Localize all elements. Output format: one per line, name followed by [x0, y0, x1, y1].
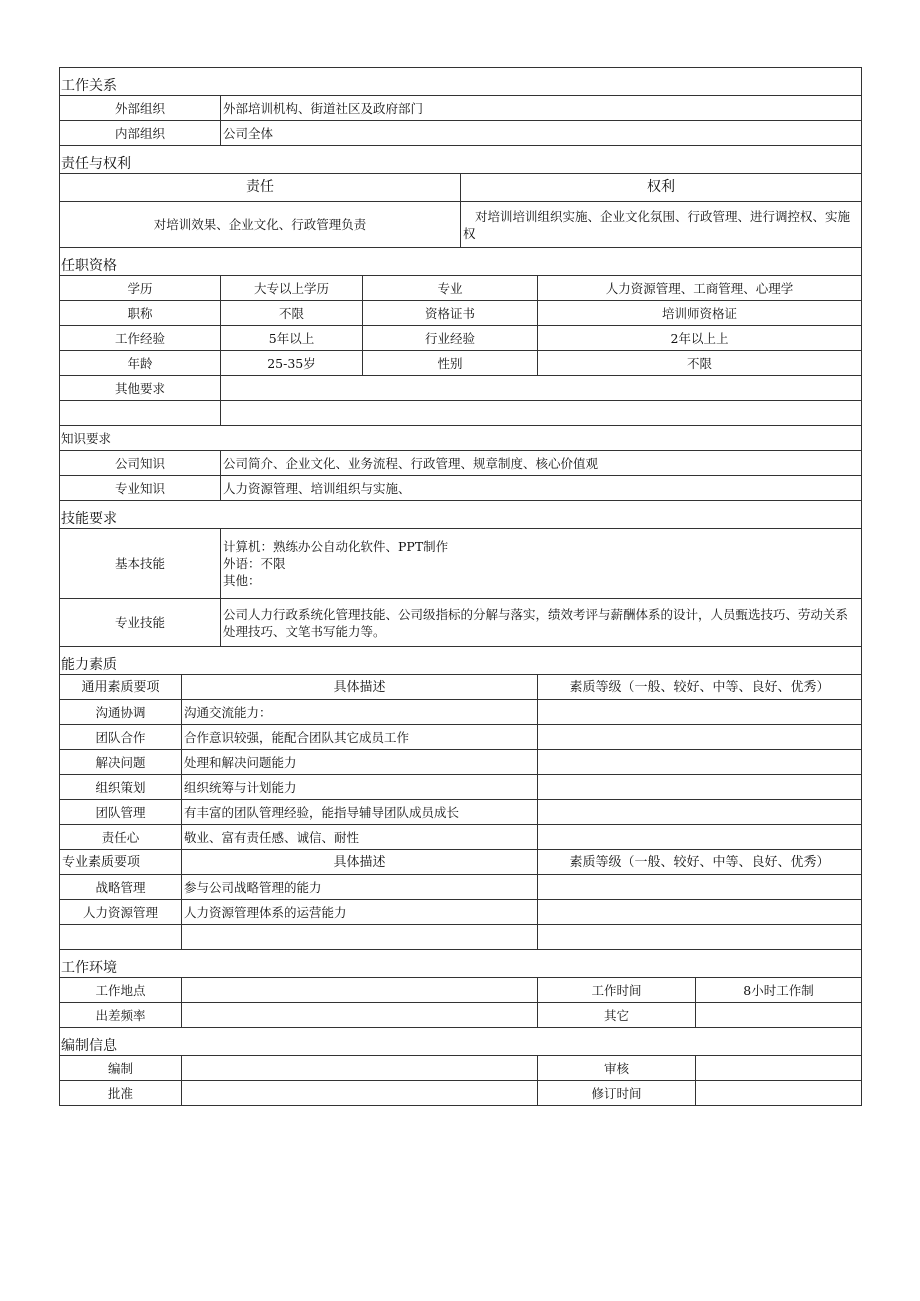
internal-org-value: 公司全体	[221, 121, 862, 146]
rights-header: 权利	[461, 174, 862, 202]
qual-cell: 专业	[363, 276, 538, 301]
qual-cell: 人力资源管理、工商管理、心理学	[538, 276, 862, 301]
competency-level	[538, 700, 862, 725]
section-title-qualifications: 任职资格	[60, 248, 862, 276]
competency-description: 合作意识较强，能配合团队其它成员工作	[182, 725, 538, 750]
other-requirements-label: 其他要求	[60, 376, 221, 401]
work-location-value	[182, 978, 538, 1003]
competency-name: 解决问题	[60, 750, 182, 775]
other-label: 其它	[538, 1003, 696, 1028]
empty-cell	[538, 925, 862, 950]
level-header: 素质等级（一般、较好、中等、良好、优秀）	[538, 675, 862, 700]
basic-skill-line: 其他：	[223, 573, 261, 588]
basic-skills-value	[221, 529, 862, 599]
revision-time-label: 修订时间	[538, 1081, 696, 1106]
competency-level	[538, 800, 862, 825]
general-competency-header: 通用素质要项	[60, 675, 182, 700]
section-title-knowledge: 知识要求	[60, 426, 862, 451]
section-title-environment: 工作环境	[60, 950, 862, 978]
responsibility-header: 责任	[60, 174, 461, 202]
competency-level	[538, 900, 862, 925]
professional-knowledge-label: 专业知识	[60, 476, 221, 501]
internal-org-label: 内部组织	[60, 121, 221, 146]
approved-by-value	[182, 1081, 538, 1106]
other-requirements-value	[221, 376, 862, 401]
competency-name: 责任心	[60, 825, 182, 850]
qual-cell: 培训师资格证	[538, 301, 862, 326]
work-relations-table	[59, 67, 862, 248]
job-description-document	[59, 67, 861, 1106]
approved-by-label: 批准	[60, 1081, 182, 1106]
section-title-skills: 技能要求	[60, 501, 862, 529]
qual-cell: 2年以上上	[538, 326, 862, 351]
competency-description: 处理和解决问题能力	[182, 750, 538, 775]
qual-cell: 25-35岁	[221, 351, 363, 376]
competency-name: 团队合作	[60, 725, 182, 750]
empty-cell	[182, 925, 538, 950]
competency-name: 团队管理	[60, 800, 182, 825]
empty-cell	[221, 401, 862, 426]
professional-skills-label: 专业技能	[60, 599, 221, 647]
reviewed-by-value	[696, 1056, 862, 1081]
external-org-label: 外部组织	[60, 96, 221, 121]
prepared-by-value	[182, 1056, 538, 1081]
competency-name: 战略管理	[60, 875, 182, 900]
competency-level	[538, 775, 862, 800]
competency-description: 有丰富的团队管理经验，能指导辅导团队成员成长	[182, 800, 538, 825]
qual-cell: 5年以上	[221, 326, 363, 351]
travel-frequency-value	[182, 1003, 538, 1028]
travel-frequency-label: 出差频率	[60, 1003, 182, 1028]
competency-level	[538, 875, 862, 900]
prepared-by-label: 编制	[60, 1056, 182, 1081]
basic-skills-label: 基本技能	[60, 529, 221, 599]
work-time-value: 8小时工作制	[696, 978, 862, 1003]
other-value	[696, 1003, 862, 1028]
qual-cell: 年龄	[60, 351, 221, 376]
qual-cell: 不限	[221, 301, 363, 326]
professional-competency-header: 专业素质要项	[60, 850, 182, 875]
qualifications-table	[59, 247, 862, 647]
description-header: 具体描述	[182, 675, 538, 700]
empty-cell	[60, 401, 221, 426]
responsibility-text: 对培训效果、企业文化、行政管理负责	[60, 202, 461, 248]
competency-description: 人力资源管理体系的运营能力	[182, 900, 538, 925]
revision-time-value	[696, 1081, 862, 1106]
company-knowledge-value: 公司简介、企业文化、业务流程、行政管理、规章制度、核心价值观	[221, 451, 862, 476]
competency-description: 组织统筹与计划能力	[182, 775, 538, 800]
work-location-label: 工作地点	[60, 978, 182, 1003]
external-org-value: 外部培训机构、街道社区及政府部门	[221, 96, 862, 121]
section-title-competency: 能力素质	[60, 647, 862, 675]
description-header: 具体描述	[182, 850, 538, 875]
company-knowledge-label: 公司知识	[60, 451, 221, 476]
basic-skill-line: 外语：不限	[223, 556, 286, 571]
competency-name: 组织策划	[60, 775, 182, 800]
competency-description: 敬业、富有责任感、诚信、耐性	[182, 825, 538, 850]
empty-cell	[60, 925, 182, 950]
competency-level	[538, 725, 862, 750]
qual-cell: 学历	[60, 276, 221, 301]
qual-cell: 不限	[538, 351, 862, 376]
qual-cell: 性别	[363, 351, 538, 376]
competency-description: 沟通交流能力：	[182, 700, 538, 725]
competency-description: 参与公司战略管理的能力	[182, 875, 538, 900]
qual-cell: 行业经验	[363, 326, 538, 351]
competency-table	[59, 646, 862, 1106]
competency-level	[538, 825, 862, 850]
professional-knowledge-value: 人力资源管理、培训组织与实施、	[221, 476, 862, 501]
professional-skills-value: 公司人力行政系统化管理技能、公司级指标的分解与落实，绩效考评与薪酬体系的设计，人员甄选技巧、劳动关系处理技巧、文笔书写能力等。	[221, 599, 862, 647]
section-title-responsibility: 责任与权利	[60, 146, 862, 174]
qual-cell: 工作经验	[60, 326, 221, 351]
basic-skill-line: 计算机：熟练办公自动化软件、PPT制作	[223, 539, 449, 554]
qual-cell: 职称	[60, 301, 221, 326]
work-time-label: 工作时间	[538, 978, 696, 1003]
rights-text: 对培训培训组织实施、企业文化氛围、行政管理、进行调控权、实施权	[461, 202, 862, 248]
competency-level	[538, 750, 862, 775]
section-title-work-relations: 工作关系	[60, 68, 862, 96]
section-title-compilation: 编制信息	[60, 1028, 862, 1056]
reviewed-by-label: 审核	[538, 1056, 696, 1081]
qual-cell: 资格证书	[363, 301, 538, 326]
competency-name: 沟通协调	[60, 700, 182, 725]
qual-cell: 大专以上学历	[221, 276, 363, 301]
level-header: 素质等级（一般、较好、中等、良好、优秀）	[538, 850, 862, 875]
competency-name: 人力资源管理	[60, 900, 182, 925]
